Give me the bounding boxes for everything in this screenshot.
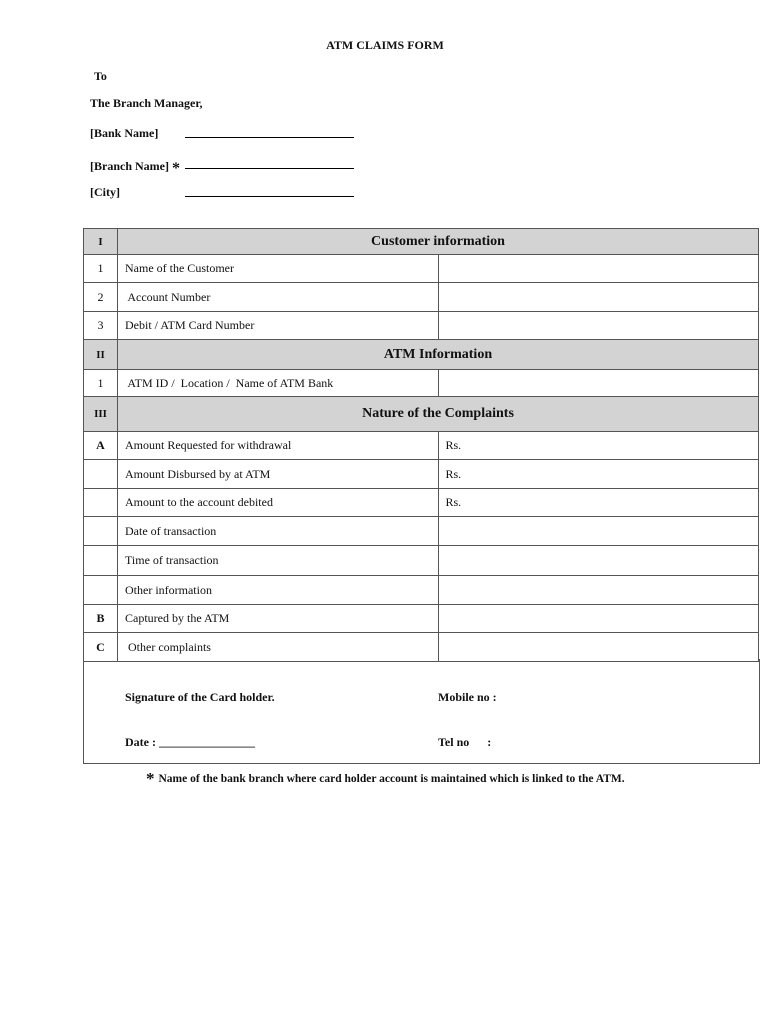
bank-name-label: [Bank Name] bbox=[90, 126, 159, 140]
row-value-field[interactable]: Rs. bbox=[438, 460, 759, 489]
claims-table bbox=[83, 228, 759, 662]
row-label: Date of transaction bbox=[118, 517, 439, 546]
table-row bbox=[84, 489, 759, 517]
section-heading: ATM Information bbox=[118, 340, 759, 370]
footnote bbox=[146, 767, 625, 787]
table-row bbox=[84, 517, 759, 546]
branch-name-row bbox=[90, 157, 180, 175]
section-header-complaints bbox=[84, 397, 759, 432]
row-number bbox=[84, 489, 118, 517]
table-row bbox=[84, 283, 759, 312]
table-row bbox=[84, 605, 759, 633]
row-label: Amount Disbursed by at ATM bbox=[118, 460, 439, 489]
row-value-field[interactable]: Rs. bbox=[438, 489, 759, 517]
row-value-field[interactable] bbox=[438, 517, 759, 546]
row-number: A bbox=[84, 432, 118, 460]
section-heading: Nature of the Complaints bbox=[118, 397, 759, 432]
row-number: 1 bbox=[84, 370, 118, 397]
tel-label: Tel no : bbox=[438, 735, 492, 749]
branch-name-label: [Branch Name] bbox=[90, 159, 169, 173]
recipient-label: The Branch Manager, bbox=[90, 96, 203, 110]
row-label: Other information bbox=[118, 576, 439, 605]
table-row bbox=[84, 546, 759, 576]
row-label: Amount Requested for withdrawal bbox=[118, 432, 439, 460]
row-value-field[interactable]: Rs. bbox=[438, 432, 759, 460]
footnote-text: Name of the bank branch where card holder account is maintained which is linked to the ATM. bbox=[158, 773, 625, 785]
signature-box bbox=[83, 659, 760, 764]
row-label: Account Number bbox=[118, 283, 439, 312]
table-row bbox=[84, 460, 759, 489]
to-label: To bbox=[94, 69, 107, 83]
row-number bbox=[84, 576, 118, 605]
table-row bbox=[84, 576, 759, 605]
row-number bbox=[84, 546, 118, 576]
row-label: ATM ID / Location / Name of ATM Bank bbox=[118, 370, 439, 397]
section-header-atm bbox=[84, 340, 759, 370]
row-value-field[interactable] bbox=[438, 370, 759, 397]
row-value-field[interactable] bbox=[438, 546, 759, 576]
section-header-customer bbox=[84, 229, 759, 255]
row-value-field[interactable] bbox=[438, 255, 759, 283]
section-numeral: I bbox=[84, 229, 118, 255]
row-number: B bbox=[84, 605, 118, 633]
table-row bbox=[84, 432, 759, 460]
signature-label: Signature of the Card holder. bbox=[125, 690, 275, 704]
table-row bbox=[84, 633, 759, 662]
city-field[interactable] bbox=[185, 196, 354, 197]
row-label: Amount to the account debited bbox=[118, 489, 439, 517]
row-value-field[interactable] bbox=[438, 312, 759, 340]
row-number: 1 bbox=[84, 255, 118, 283]
mobile-label: Mobile no : bbox=[438, 690, 497, 704]
branch-name-field[interactable] bbox=[185, 168, 354, 169]
row-number: 3 bbox=[84, 312, 118, 340]
table-row bbox=[84, 370, 759, 397]
city-label: [City] bbox=[90, 185, 120, 199]
row-number: 2 bbox=[84, 283, 118, 312]
footnote-asterisk: * bbox=[146, 769, 155, 788]
section-numeral: II bbox=[84, 340, 118, 370]
row-label: Captured by the ATM bbox=[118, 605, 439, 633]
row-number bbox=[84, 517, 118, 546]
row-number: C bbox=[84, 633, 118, 662]
row-label: Name of the Customer bbox=[118, 255, 439, 283]
row-number bbox=[84, 460, 118, 489]
date-label[interactable]: Date : ________________ bbox=[125, 735, 255, 749]
row-label: Other complaints bbox=[118, 633, 439, 662]
row-value-field[interactable] bbox=[438, 576, 759, 605]
section-numeral: III bbox=[84, 397, 118, 432]
row-label: Time of transaction bbox=[118, 546, 439, 576]
bank-name-field[interactable] bbox=[185, 137, 354, 138]
branch-asterisk: * bbox=[171, 160, 180, 177]
row-value-field[interactable] bbox=[438, 633, 759, 662]
table-row bbox=[84, 312, 759, 340]
section-heading: Customer information bbox=[118, 229, 759, 255]
table-row bbox=[84, 255, 759, 283]
row-label: Debit / ATM Card Number bbox=[118, 312, 439, 340]
form-title: ATM CLAIMS FORM bbox=[326, 38, 444, 52]
row-value-field[interactable] bbox=[438, 605, 759, 633]
row-value-field[interactable] bbox=[438, 283, 759, 312]
